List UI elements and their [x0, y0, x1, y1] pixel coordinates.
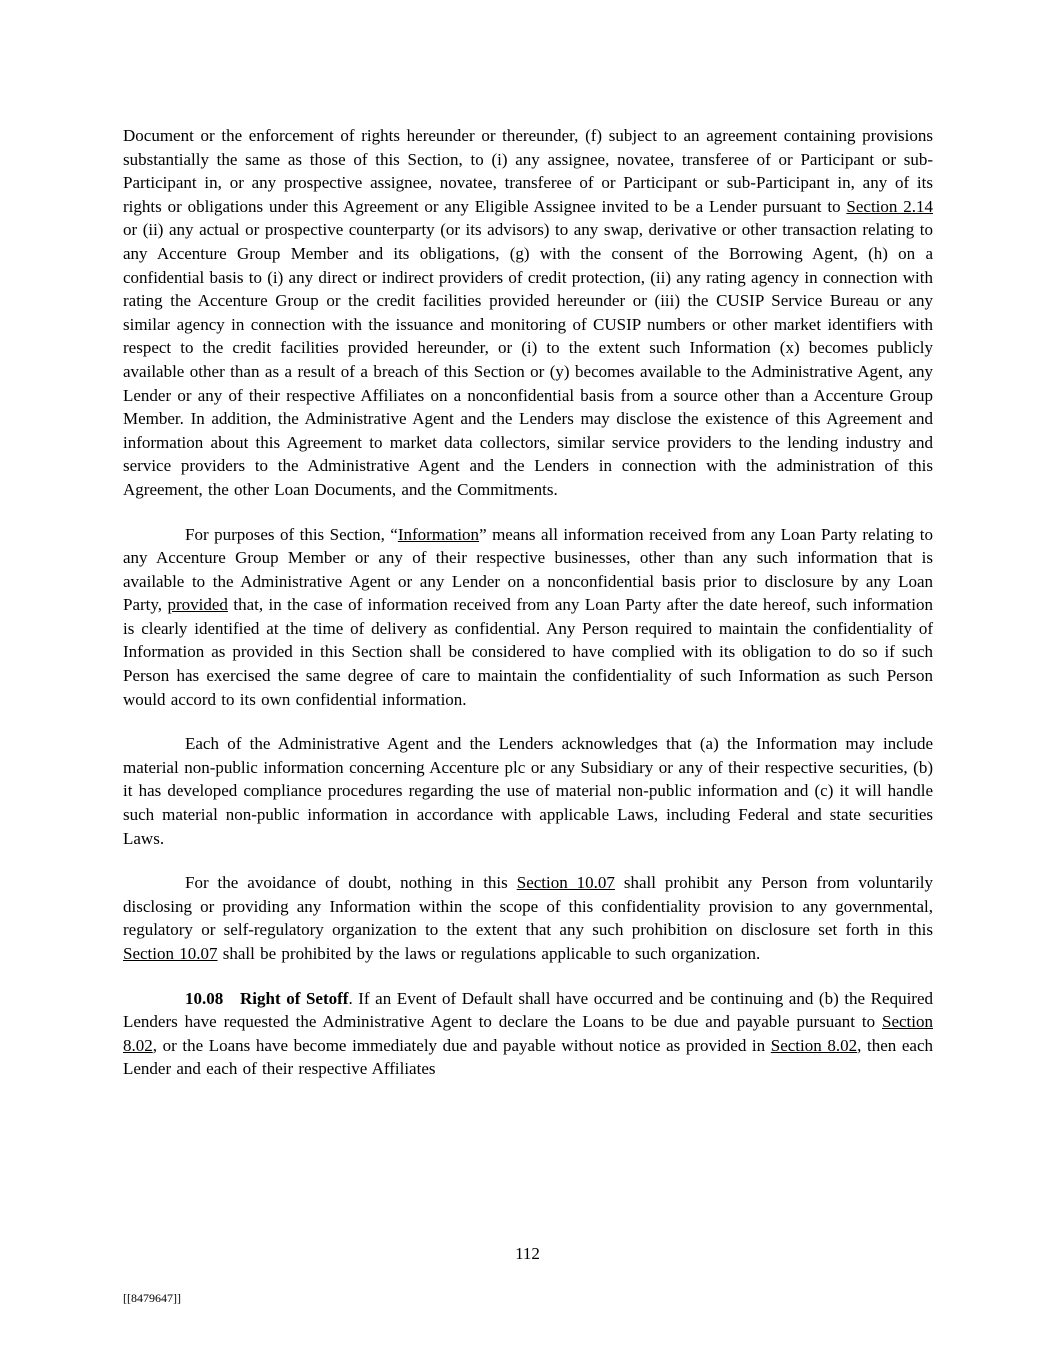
page-number: 112 [515, 1244, 540, 1263]
paragraph-information-definition: For purposes of this Section, “Information” means all information received from any Loan Party relating to any Accenture Group Member or any of their respective businesses, other than any such information that is available to the Administrative Agent or any Lender on a nonconfidential basis prior to disclosure by any Loan Party, provided that, in the case of information received from any Loan Party after the date hereof, such information is clearly identified at the time of delivery as confidential. Any Person required to maintain the confidentiality of Information as provided in this Section shall be considered to have complied with its obligation to do so if such Person has exercised the same degree of care to maintain the confidentiality of such Information as such Person would accord to its own confidential information. [123, 524, 933, 709]
paragraph-right-of-setoff: 10.08 Right of Setoff. If an Event of Default shall have occurred and be continuing and (b) the Required Lenders have requested the Administrative Agent to declare the Loans to be due and payable pursuant to Section 8.02, or the Loans have become immediately due and payable without notice as provided in Section 8.02, then each Lender and each of their respective Affiliates [123, 988, 933, 1079]
document-id-tag: [[8479647]] [123, 1291, 181, 1305]
paragraph-confidentiality-continuation: Document or the enforcement of rights hereunder or thereunder, (f) subject to an agreement containing provisions substantially the same as those of this Section, to (i) any assignee, novatee, transferee of or Participant or sub-Participant in, or any prospective assignee, novatee, transferee of or Participant or sub-Participant in, any of its rights or obligations under this Agreement or any Eligible Assignee invited to be a Lender pursuant to Section 2.14 or (ii) any actual or prospective counterparty (or its advisors) to any swap, derivative or other transaction relating to any Accenture Group Member and its obligations, (g) with the consent of the Borrowing Agent, (h) on a confidential basis to (i) any direct or indirect providers of credit protection, (ii) any rating agency in connection with rating the Accenture Group or the credit facilities provided hereunder or (iii) the CUSIP Service Bureau or any similar agency in connection with the issuance and monitoring of CUSIP numbers or other market identifiers with respect to the credit facilities provided hereunder, or (i) to the extent such Information (x) becomes publicly available other than as a result of a breach of this Section or (y) becomes available to the Administrative Agent, any Lender or any of their respective Affiliates on a nonconfidential basis from a source other than a Accenture Group Member. In addition, the Administrative Agent and the Lenders may disclose the existence of this Agreement and information about this Agreement to market data collectors, similar service providers to the lending industry and service providers to the Administrative Agent and the Lenders in connection with the administration of this Agreement, the other Loan Documents, and the Commitments. [123, 126, 933, 499]
paragraph-acknowledgement: Each of the Administrative Agent and the Lenders acknowledges that (a) the Information may include material non-public information concerning Accenture plc or any Subsidiary or any of their respective securities, (b) it has developed compliance procedures regarding the use of material non-public information and (c) it will handle such material non-public information in accordance with applicable Laws, including Federal and state securities Laws. [123, 734, 933, 848]
paragraph-avoidance-of-doubt: For the avoidance of doubt, nothing in this Section 10.07 shall prohibit any Person from voluntarily disclosing or providing any Information within the scope of this confidentiality provision to any governmental, regulatory or self-regulatory organization to the extent that any such prohibition on disclosure set forth in this Section 10.07 shall be prohibited by the laws or regulations applicable to such organization. [123, 873, 934, 963]
page-body [123, 124, 933, 1102]
